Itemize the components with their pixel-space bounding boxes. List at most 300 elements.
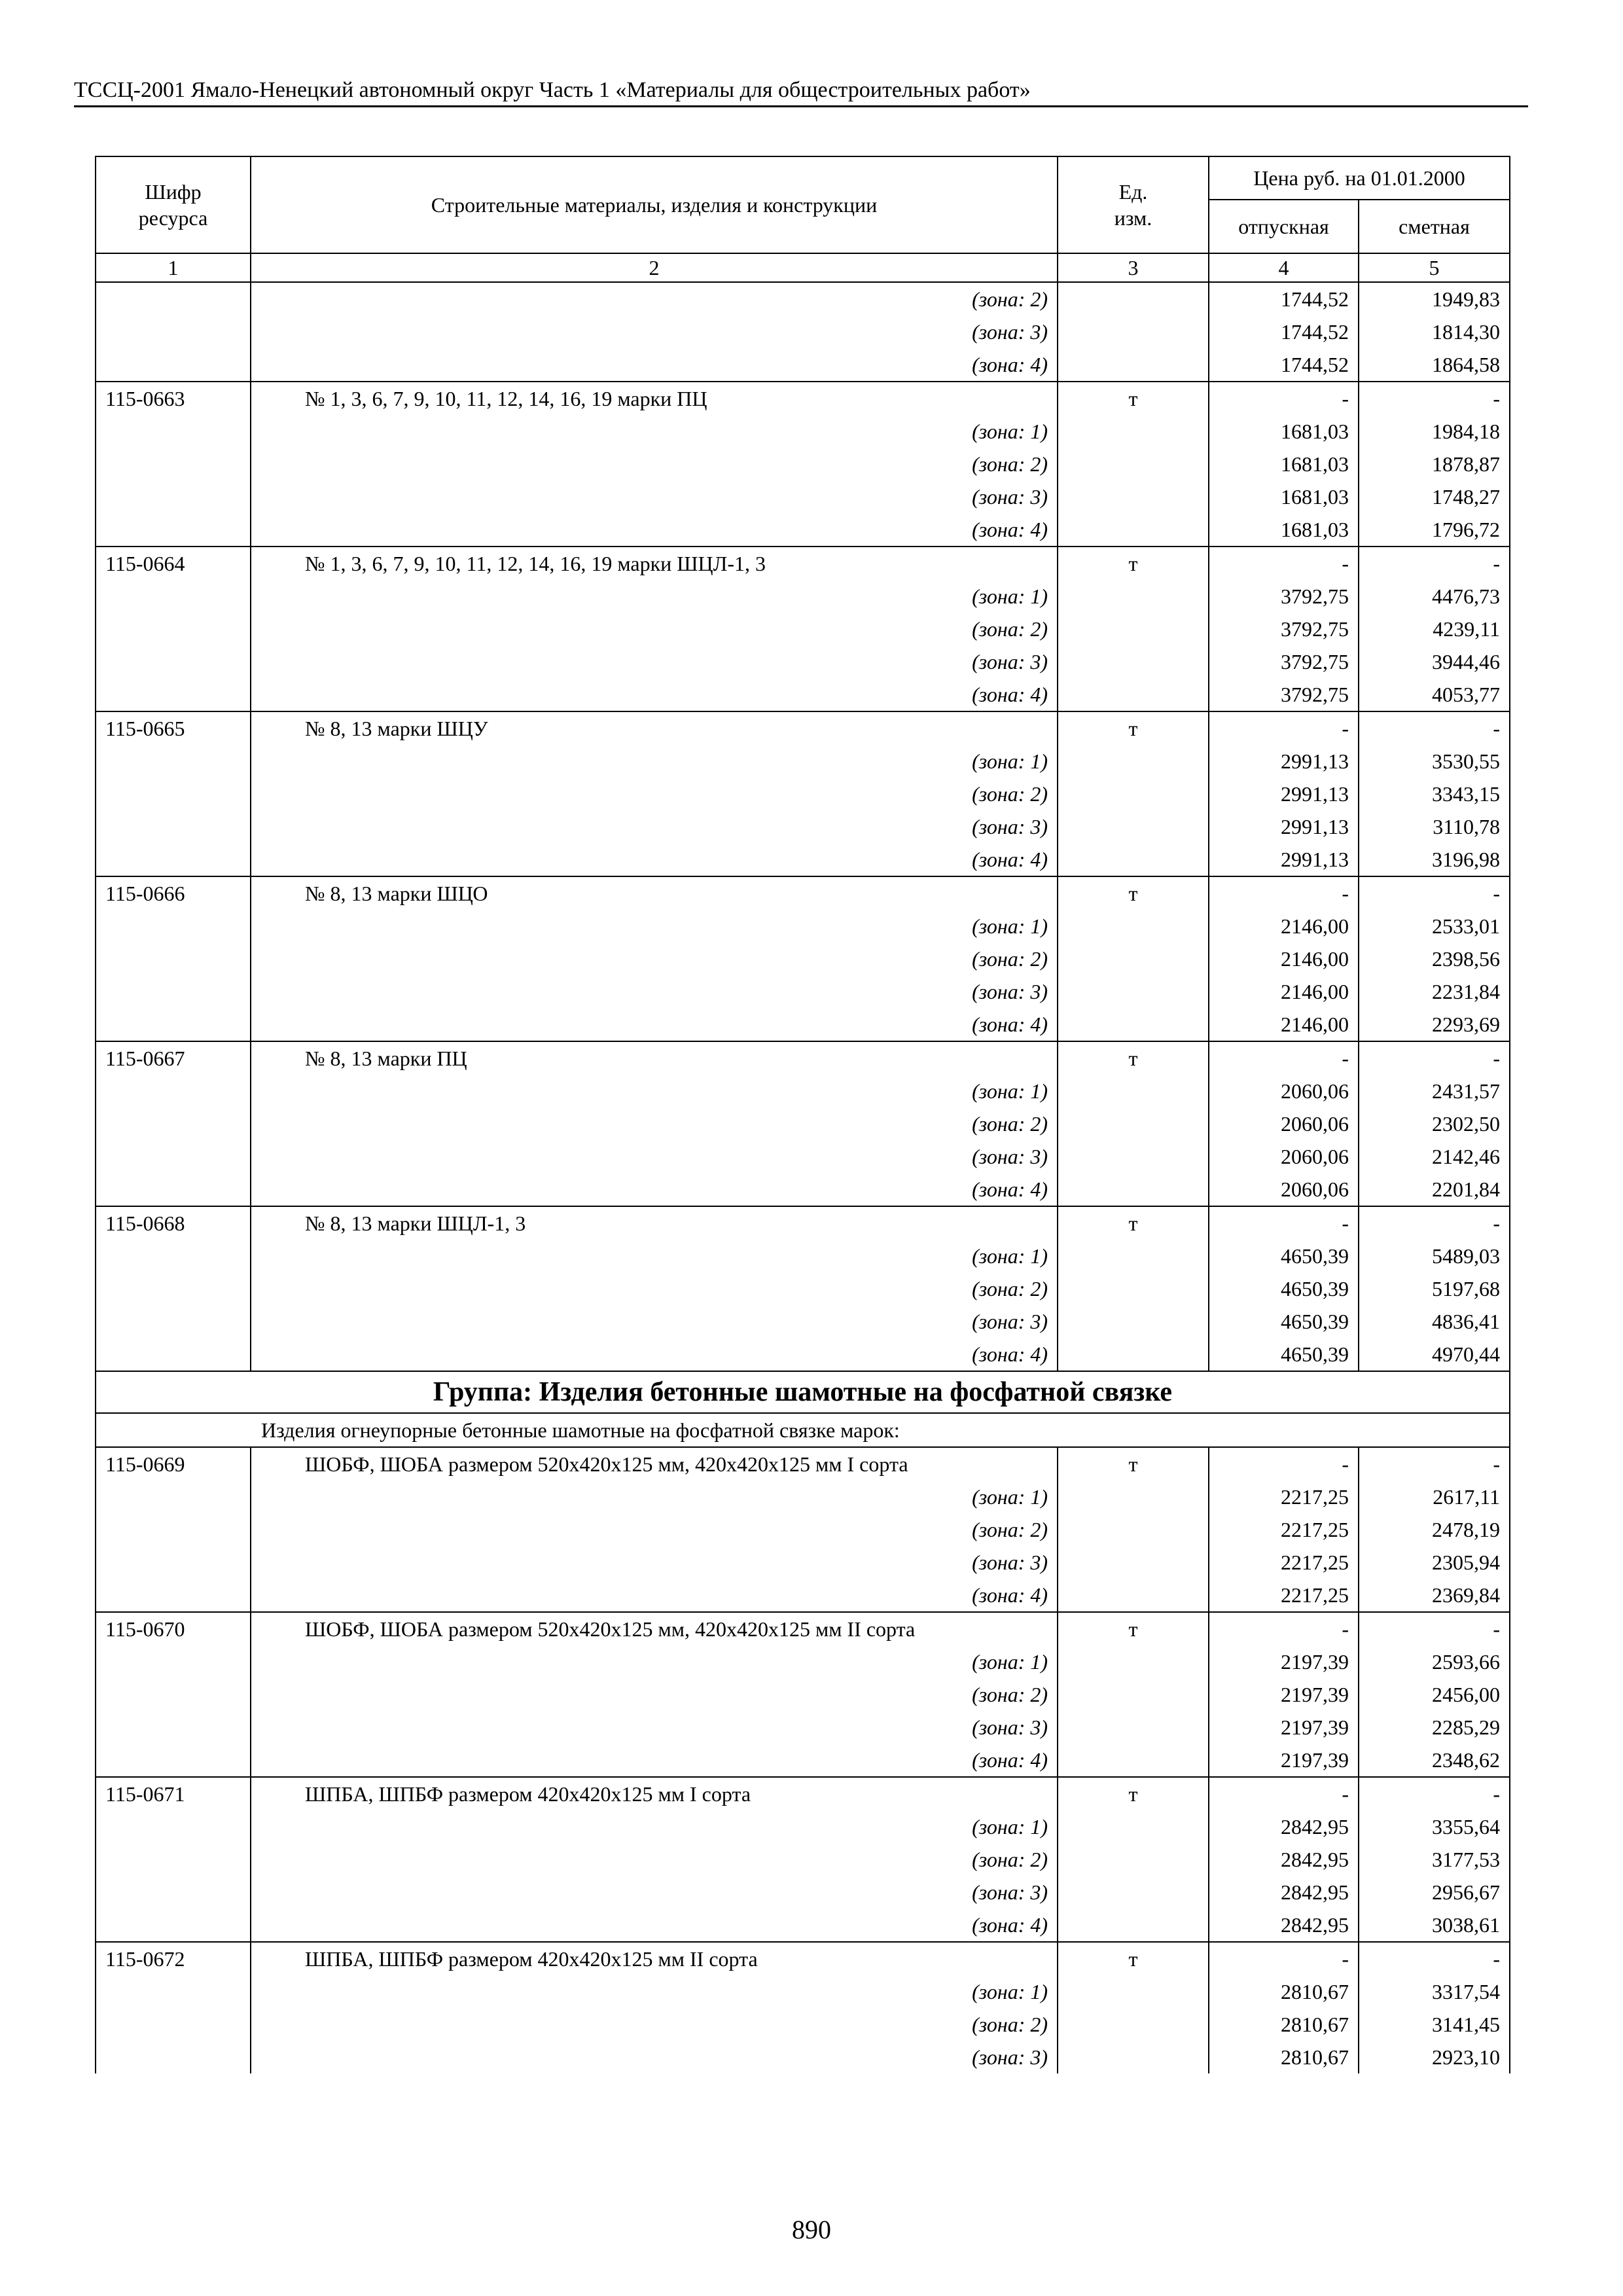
unit-cell — [1058, 1075, 1209, 1107]
release-price: 3792,75 — [1209, 678, 1359, 711]
header-estimate: сметная — [1359, 200, 1510, 253]
estimate-price: 2398,56 — [1359, 942, 1510, 975]
zone-label: (зона: 3) — [251, 2041, 1058, 2073]
zone-label: (зона: 2) — [251, 1678, 1058, 1711]
resource-code — [96, 1711, 251, 1744]
resource-code — [96, 1075, 251, 1107]
estimate-price: - — [1359, 547, 1510, 580]
release-price: - — [1209, 547, 1359, 580]
subgroup-title: Изделия огнеупорные бетонные шамотные на фосфатной связке марок: — [96, 1413, 1510, 1447]
estimate-price: 4970,44 — [1359, 1338, 1510, 1371]
estimate-price: 3141,45 — [1359, 2008, 1510, 2041]
estimate-price: 3944,46 — [1359, 645, 1510, 678]
release-price: 2217,25 — [1209, 1513, 1359, 1546]
estimate-price: 2285,29 — [1359, 1711, 1510, 1744]
release-price: 2810,67 — [1209, 2008, 1359, 2041]
group-row — [96, 1371, 1510, 1413]
header-code: Шифр ресурса — [96, 156, 251, 253]
table-row — [96, 613, 1510, 645]
unit-cell — [1058, 1240, 1209, 1272]
release-price: 3792,75 — [1209, 613, 1359, 645]
zone-label: (зона: 3) — [251, 315, 1058, 348]
release-price: 2991,13 — [1209, 745, 1359, 778]
zone-label: (зона: 2) — [251, 778, 1058, 810]
resource-code: 115-0665 — [96, 711, 251, 745]
estimate-price: 2617,11 — [1359, 1480, 1510, 1513]
unit-cell — [1058, 480, 1209, 513]
column-number-row — [96, 253, 1510, 282]
estimate-price: 2456,00 — [1359, 1678, 1510, 1711]
unit-cell — [1058, 580, 1209, 613]
resource-code — [96, 1240, 251, 1272]
page-number: 890 — [792, 2215, 831, 2244]
resource-code — [96, 1744, 251, 1777]
release-price: 2842,95 — [1209, 1876, 1359, 1909]
table-row — [96, 1480, 1510, 1513]
zone-label: (зона: 1) — [251, 1240, 1058, 1272]
release-price: 2810,67 — [1209, 2041, 1359, 2073]
unit-cell — [1058, 1876, 1209, 1909]
estimate-price: 1748,27 — [1359, 480, 1510, 513]
table-row — [96, 1305, 1510, 1338]
estimate-price: - — [1359, 382, 1510, 415]
resource-code — [96, 1513, 251, 1546]
release-price: 2991,13 — [1209, 778, 1359, 810]
unit-cell — [1058, 1107, 1209, 1140]
zone-label: (зона: 4) — [251, 1579, 1058, 1612]
table-row — [96, 876, 1510, 910]
resource-code: 115-0666 — [96, 876, 251, 910]
estimate-price: 2201,84 — [1359, 1173, 1510, 1206]
table-row — [96, 315, 1510, 348]
unit-cell — [1058, 745, 1209, 778]
unit-cell — [1058, 1272, 1209, 1305]
release-price: - — [1209, 1041, 1359, 1075]
table-row — [96, 2041, 1510, 2073]
estimate-price: 5197,68 — [1359, 1272, 1510, 1305]
material-name: ШОБФ, ШОБА размером 520х420х125 мм, 420х420х125 мм I сорта — [251, 1447, 1058, 1480]
estimate-price: 3038,61 — [1359, 1909, 1510, 1942]
resource-code: 115-0669 — [96, 1447, 251, 1480]
resource-code: 115-0671 — [96, 1777, 251, 1810]
resource-code — [96, 1546, 251, 1579]
price-table — [95, 156, 1510, 2073]
zone-label: (зона: 4) — [251, 1173, 1058, 1206]
table-row — [96, 1173, 1510, 1206]
release-price: 2146,00 — [1209, 1008, 1359, 1041]
column-number: 1 — [96, 253, 251, 282]
release-price: 2217,25 — [1209, 1546, 1359, 1579]
table-row — [96, 415, 1510, 448]
resource-code: 115-0663 — [96, 382, 251, 415]
release-price: 2842,95 — [1209, 1843, 1359, 1876]
release-price: 2991,13 — [1209, 810, 1359, 843]
resource-code — [96, 613, 251, 645]
zone-label: (зона: 2) — [251, 1843, 1058, 1876]
resource-code — [96, 415, 251, 448]
estimate-price: 2293,69 — [1359, 1008, 1510, 1041]
resource-code — [96, 975, 251, 1008]
zone-label: (зона: 3) — [251, 810, 1058, 843]
resource-code — [96, 1876, 251, 1909]
zone-label: (зона: 3) — [251, 1305, 1058, 1338]
estimate-price: 2923,10 — [1359, 2041, 1510, 2073]
table-row — [96, 910, 1510, 942]
unit-cell — [1058, 1678, 1209, 1711]
table-row — [96, 580, 1510, 613]
resource-code — [96, 1107, 251, 1140]
material-name: № 8, 13 марки ШЦУ — [251, 711, 1058, 745]
header-unit: Ед. изм. — [1058, 156, 1209, 253]
resource-code — [96, 678, 251, 711]
estimate-price: 5489,03 — [1359, 1240, 1510, 1272]
zone-label: (зона: 3) — [251, 1711, 1058, 1744]
resource-code — [96, 745, 251, 778]
table-row — [96, 1876, 1510, 1909]
table-row — [96, 975, 1510, 1008]
table-row — [96, 1777, 1510, 1810]
table-row — [96, 448, 1510, 480]
column-number: 4 — [1209, 253, 1359, 282]
table-row — [96, 382, 1510, 415]
resource-code — [96, 1975, 251, 2008]
estimate-price: 1984,18 — [1359, 415, 1510, 448]
unit-cell — [1058, 1909, 1209, 1942]
release-price: 1744,52 — [1209, 282, 1359, 315]
table-row — [96, 1678, 1510, 1711]
zone-label: (зона: 1) — [251, 1975, 1058, 2008]
zone-label: (зона: 2) — [251, 2008, 1058, 2041]
column-number: 2 — [251, 253, 1058, 282]
unit-cell — [1058, 1140, 1209, 1173]
unit-cell — [1058, 1173, 1209, 1206]
resource-code — [96, 348, 251, 382]
zone-label: (зона: 4) — [251, 678, 1058, 711]
zone-label: (зона: 1) — [251, 1810, 1058, 1843]
estimate-price: 2142,46 — [1359, 1140, 1510, 1173]
release-price: 4650,39 — [1209, 1272, 1359, 1305]
release-price: 1744,52 — [1209, 348, 1359, 382]
release-price: 2197,39 — [1209, 1744, 1359, 1777]
release-price: 2060,06 — [1209, 1173, 1359, 1206]
zone-label: (зона: 4) — [251, 1744, 1058, 1777]
estimate-price: 3196,98 — [1359, 843, 1510, 876]
table-row — [96, 1338, 1510, 1371]
estimate-price: 3343,15 — [1359, 778, 1510, 810]
material-name: ШПБА, ШПБФ размером 420х420х125 мм I сорта — [251, 1777, 1058, 1810]
table-row — [96, 1240, 1510, 1272]
table-row — [96, 942, 1510, 975]
table-row — [96, 513, 1510, 547]
header-name: Строительные материалы, изделия и конструкции — [251, 156, 1058, 253]
unit-cell — [1058, 1975, 1209, 2008]
release-price: 2217,25 — [1209, 1480, 1359, 1513]
table-row — [96, 1744, 1510, 1777]
unit-cell — [1058, 348, 1209, 382]
table-row — [96, 1272, 1510, 1305]
estimate-price: 4239,11 — [1359, 613, 1510, 645]
header-divider — [74, 105, 1528, 107]
zone-label: (зона: 1) — [251, 1075, 1058, 1107]
resource-code: 115-0667 — [96, 1041, 251, 1075]
estimate-price: - — [1359, 1041, 1510, 1075]
release-price: 1681,03 — [1209, 480, 1359, 513]
estimate-price: - — [1359, 1206, 1510, 1240]
unit-cell — [1058, 613, 1209, 645]
estimate-price: - — [1359, 1942, 1510, 1975]
table-row — [96, 1447, 1510, 1480]
release-price: 3792,75 — [1209, 580, 1359, 613]
release-price: 2197,39 — [1209, 1678, 1359, 1711]
estimate-price: - — [1359, 711, 1510, 745]
unit-cell — [1058, 810, 1209, 843]
table-row — [96, 1041, 1510, 1075]
header-release: отпускная — [1209, 200, 1359, 253]
unit-cell — [1058, 975, 1209, 1008]
zone-label: (зона: 3) — [251, 645, 1058, 678]
resource-code — [96, 1678, 251, 1711]
resource-code — [96, 2041, 251, 2073]
resource-code — [96, 1140, 251, 1173]
table-row — [96, 778, 1510, 810]
estimate-price: 3355,64 — [1359, 1810, 1510, 1843]
table-row — [96, 480, 1510, 513]
zone-label: (зона: 3) — [251, 480, 1058, 513]
resource-code — [96, 1173, 251, 1206]
table-row — [96, 1942, 1510, 1975]
column-number: 5 — [1359, 253, 1510, 282]
resource-code — [96, 282, 251, 315]
table-row — [96, 1645, 1510, 1678]
zone-label: (зона: 3) — [251, 1876, 1058, 1909]
zone-label: (зона: 1) — [251, 1645, 1058, 1678]
zone-label: (зона: 2) — [251, 1513, 1058, 1546]
unit-cell — [1058, 513, 1209, 547]
estimate-price: 1796,72 — [1359, 513, 1510, 547]
release-price: 2146,00 — [1209, 942, 1359, 975]
table-row — [96, 745, 1510, 778]
estimate-price: 1814,30 — [1359, 315, 1510, 348]
table-row — [96, 1546, 1510, 1579]
material-name: № 8, 13 марки ШЦО — [251, 876, 1058, 910]
header-price-group: Цена руб. на 01.01.2000 — [1209, 156, 1510, 200]
zone-label: (зона: 1) — [251, 1480, 1058, 1513]
unit-cell — [1058, 1843, 1209, 1876]
release-price: 4650,39 — [1209, 1305, 1359, 1338]
release-price: - — [1209, 1612, 1359, 1645]
unit-cell — [1058, 1513, 1209, 1546]
release-price: 2060,06 — [1209, 1107, 1359, 1140]
release-price: 2060,06 — [1209, 1075, 1359, 1107]
resource-code — [96, 843, 251, 876]
group-title: Группа: Изделия бетонные шамотные на фосфатной связке — [96, 1371, 1510, 1413]
table-row — [96, 843, 1510, 876]
zone-label: (зона: 4) — [251, 1909, 1058, 1942]
zone-label: (зона: 2) — [251, 448, 1058, 480]
unit-cell — [1058, 2008, 1209, 2041]
unit-cell — [1058, 843, 1209, 876]
table-row — [96, 348, 1510, 382]
unit-cell: т — [1058, 1041, 1209, 1075]
release-price: 4650,39 — [1209, 1240, 1359, 1272]
table-row — [96, 1008, 1510, 1041]
table-row — [96, 1513, 1510, 1546]
estimate-price: 2533,01 — [1359, 910, 1510, 942]
resource-code: 115-0672 — [96, 1942, 251, 1975]
release-price: - — [1209, 711, 1359, 745]
release-price: - — [1209, 1447, 1359, 1480]
release-price: 1744,52 — [1209, 315, 1359, 348]
release-price: 2842,95 — [1209, 1810, 1359, 1843]
estimate-price: 2478,19 — [1359, 1513, 1510, 1546]
table-row — [96, 1810, 1510, 1843]
unit-cell — [1058, 1810, 1209, 1843]
resource-code — [96, 2008, 251, 2041]
unit-cell: т — [1058, 876, 1209, 910]
estimate-price: - — [1359, 1447, 1510, 1480]
zone-label: (зона: 2) — [251, 1107, 1058, 1140]
table-row — [96, 2008, 1510, 2041]
estimate-price: 3177,53 — [1359, 1843, 1510, 1876]
release-price: 2810,67 — [1209, 1975, 1359, 2008]
unit-cell: т — [1058, 1612, 1209, 1645]
table-row — [96, 282, 1510, 315]
release-price: 3792,75 — [1209, 645, 1359, 678]
unit-cell — [1058, 1645, 1209, 1678]
table-row — [96, 1107, 1510, 1140]
unit-cell — [1058, 2041, 1209, 2073]
resource-code — [96, 448, 251, 480]
unit-cell: т — [1058, 1942, 1209, 1975]
table-row — [96, 1579, 1510, 1612]
zone-label: (зона: 4) — [251, 348, 1058, 382]
zone-label: (зона: 2) — [251, 613, 1058, 645]
page-header-title: ТССЦ-2001 Ямало-Ненецкий автономный округ Часть 1 «Материалы для общестроительных работ» — [74, 78, 1031, 102]
zone-label: (зона: 3) — [251, 1140, 1058, 1173]
resource-code: 115-0668 — [96, 1206, 251, 1240]
zone-label: (зона: 4) — [251, 513, 1058, 547]
release-price: 2146,00 — [1209, 910, 1359, 942]
column-number: 3 — [1058, 253, 1209, 282]
resource-code — [96, 1909, 251, 1942]
material-name: № 1, 3, 6, 7, 9, 10, 11, 12, 14, 16, 19 марки ПЦ — [251, 382, 1058, 415]
release-price: - — [1209, 876, 1359, 910]
table-row — [96, 1075, 1510, 1107]
unit-cell — [1058, 645, 1209, 678]
release-price: 2842,95 — [1209, 1909, 1359, 1942]
table-row — [96, 1140, 1510, 1173]
release-price: 1681,03 — [1209, 513, 1359, 547]
release-price: 2146,00 — [1209, 975, 1359, 1008]
resource-code — [96, 1579, 251, 1612]
material-name: № 8, 13 марки ШЦЛ-1, 3 — [251, 1206, 1058, 1240]
release-price: 4650,39 — [1209, 1338, 1359, 1371]
unit-cell — [1058, 1008, 1209, 1041]
estimate-price: 3110,78 — [1359, 810, 1510, 843]
estimate-price: - — [1359, 1777, 1510, 1810]
unit-cell: т — [1058, 1206, 1209, 1240]
estimate-price: 2231,84 — [1359, 975, 1510, 1008]
resource-code — [96, 480, 251, 513]
resource-code — [96, 1480, 251, 1513]
zone-label: (зона: 1) — [251, 745, 1058, 778]
zone-label: (зона: 4) — [251, 1338, 1058, 1371]
resource-code — [96, 1338, 251, 1371]
release-price: 1681,03 — [1209, 415, 1359, 448]
resource-code — [96, 1305, 251, 1338]
resource-code — [96, 580, 251, 613]
release-price: 2060,06 — [1209, 1140, 1359, 1173]
release-price: - — [1209, 1777, 1359, 1810]
unit-cell: т — [1058, 547, 1209, 580]
resource-code — [96, 1272, 251, 1305]
table-row — [96, 1711, 1510, 1744]
release-price: 2217,25 — [1209, 1579, 1359, 1612]
estimate-price: 4836,41 — [1359, 1305, 1510, 1338]
unit-cell — [1058, 1744, 1209, 1777]
resource-code — [96, 778, 251, 810]
estimate-price: 4053,77 — [1359, 678, 1510, 711]
estimate-price: 4476,73 — [1359, 580, 1510, 613]
unit-cell — [1058, 1711, 1209, 1744]
table-row — [96, 1206, 1510, 1240]
zone-label: (зона: 3) — [251, 975, 1058, 1008]
estimate-price: 3317,54 — [1359, 1975, 1510, 2008]
table-row — [96, 547, 1510, 580]
resource-code — [96, 315, 251, 348]
resource-code — [96, 1843, 251, 1876]
estimate-price: 2369,84 — [1359, 1579, 1510, 1612]
estimate-price: 2348,62 — [1359, 1744, 1510, 1777]
unit-cell — [1058, 1546, 1209, 1579]
zone-label: (зона: 2) — [251, 282, 1058, 315]
resource-code: 115-0670 — [96, 1612, 251, 1645]
table-row — [96, 810, 1510, 843]
resource-code — [96, 942, 251, 975]
unit-cell — [1058, 1579, 1209, 1612]
material-name: ШПБА, ШПБФ размером 420х420х125 мм II сорта — [251, 1942, 1058, 1975]
zone-label: (зона: 2) — [251, 942, 1058, 975]
zone-label: (зона: 2) — [251, 1272, 1058, 1305]
release-price: 2197,39 — [1209, 1645, 1359, 1678]
unit-cell — [1058, 415, 1209, 448]
table-body — [96, 282, 1510, 2073]
table-row — [96, 1975, 1510, 2008]
unit-cell: т — [1058, 1447, 1209, 1480]
resource-code — [96, 910, 251, 942]
resource-code — [96, 810, 251, 843]
estimate-price: 1878,87 — [1359, 448, 1510, 480]
subgroup-row — [96, 1413, 1510, 1447]
estimate-price: - — [1359, 876, 1510, 910]
zone-label: (зона: 1) — [251, 415, 1058, 448]
unit-cell — [1058, 315, 1209, 348]
release-price: 2197,39 — [1209, 1711, 1359, 1744]
estimate-price: - — [1359, 1612, 1510, 1645]
resource-code — [96, 645, 251, 678]
resource-code: 115-0664 — [96, 547, 251, 580]
release-price: - — [1209, 382, 1359, 415]
release-price: - — [1209, 1942, 1359, 1975]
unit-cell — [1058, 1338, 1209, 1371]
estimate-price: 2956,67 — [1359, 1876, 1510, 1909]
zone-label: (зона: 1) — [251, 580, 1058, 613]
unit-cell — [1058, 778, 1209, 810]
table-row — [96, 1612, 1510, 1645]
unit-cell — [1058, 1305, 1209, 1338]
unit-cell — [1058, 1480, 1209, 1513]
estimate-price: 2431,57 — [1359, 1075, 1510, 1107]
